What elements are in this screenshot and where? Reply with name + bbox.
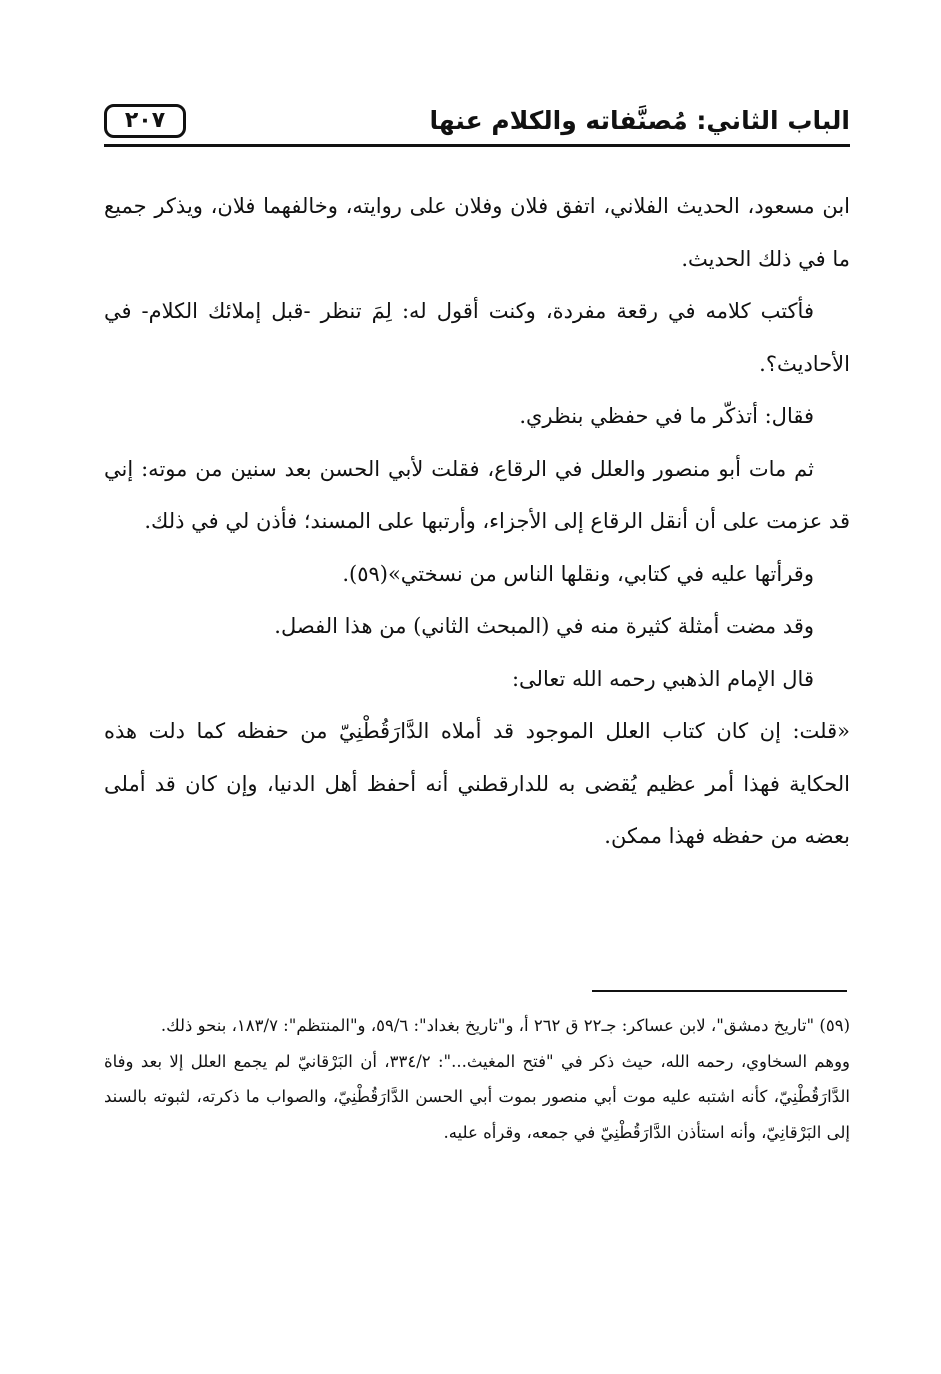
body-paragraph: ابن مسعود، الحديث الفلاني، اتفق فلان وفلان على روايته، وخالفهما فلان، ويذكر جميع ما في ذلك الحديث.	[104, 194, 850, 271]
footnote-continuation: ووهم السخاوي، رحمه الله، حيث ذكر في "فتح المغيث...": ٣٣٤/٢، أن البَرْقانيّ لم يجمع العلل إلا بعد وفاة الدَّارَقُطْنِيّ، كأنه اشتبه عليه موت أبي منصور بموت أبي الحسن الدَّارَقُطْنِيّ، والصواب ما ذكرته، لثبوته بالسند إلى البَرْقانِيّ، وأنه استأذن الدَّارَقُطْنِيّ في جمعه، وقرأه عليه.	[104, 1051, 850, 1142]
page-header	[104, 98, 850, 148]
quote-paragraph: «قلت: إن كان كتاب العلل الموجود قد أملاه الدَّارَقُطْنِيّ من حفظه كما دلت هذه الحكاية فهذا أمر عظيم يُقضى به للدارقطني أنه أحفظ أهل الدنيا، وإن كان قد أملى بعضه من حفظه فهذا ممكن.	[104, 719, 850, 848]
body-paragraph: قال الإمام الذهبي رحمه الله تعالى:	[511, 666, 814, 691]
body-paragraph: فأكتب كلامه في رقعة مفردة، وكنت أقول له: لِمَ تنظر -قبل إملائك الكلام- في الأحاديث؟.	[104, 299, 850, 376]
body-paragraph: وقرأتها عليه في كتابي، ونقلها الناس من نسختي»(٥٩).	[342, 561, 814, 586]
footnotes	[104, 1008, 850, 1150]
header-rule	[104, 144, 850, 147]
main-text	[104, 180, 850, 863]
running-title: الباب الثاني: مُصنَّفاته والكلام عنها	[429, 106, 850, 135]
footnote: (٥٩) "تاريخ دمشق"، لابن عساكر: جـ٢٢ ق ٢٦٢ أ، و"تاريخ بغداد": ٥٩/٦، و"المنتظم": ١٨٣/٧، بنحو ذلك.	[160, 1016, 850, 1035]
footnote-rule	[592, 990, 847, 992]
body-paragraph: فقال: أتذكّر ما في حفظي بنظري.	[519, 404, 814, 428]
page-number-badge: ٢٠٧	[104, 104, 186, 138]
body-paragraph: وقد مضت أمثلة كثيرة منه في (المبحث الثاني) من هذا الفصل.	[274, 614, 814, 638]
body-paragraph: ثم مات أبو منصور والعلل في الرقاع، فقلت لأبي الحسن بعد سنين من موته: إني قد عزمت على أن أنقل الرقاع إلى الأجزاء، وأرتبها على المسند؛ فأذن لي في ذلك.	[104, 456, 850, 533]
